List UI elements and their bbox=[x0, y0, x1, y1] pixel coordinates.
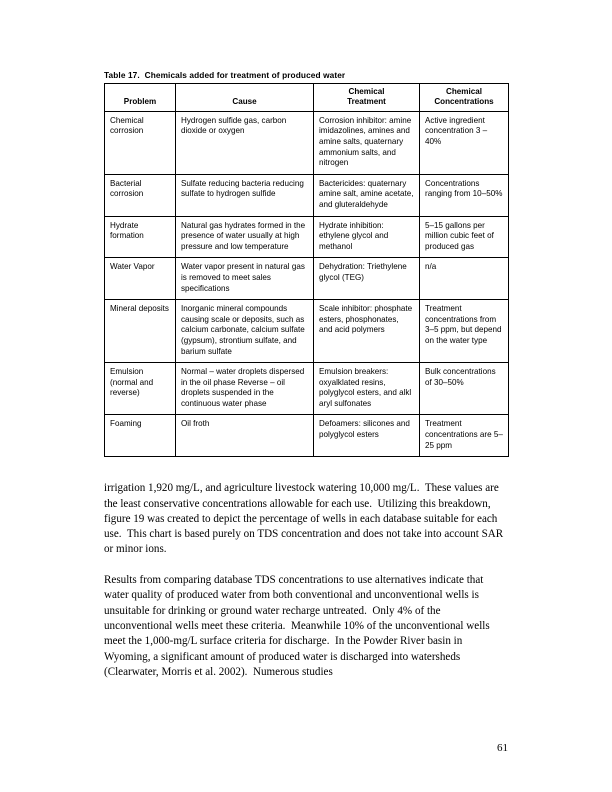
cell-problem: Chemical corrosion bbox=[105, 111, 176, 174]
table-header bbox=[105, 84, 509, 112]
cell-cause: Inorganic mineral compounds causing scale or deposits, such as calcium carbonate, calcium sulfate (gypsum), strontium sulfate, and barium sulfate bbox=[176, 300, 314, 363]
column-header-problem bbox=[105, 84, 176, 112]
table-row bbox=[105, 363, 509, 415]
table-row bbox=[105, 258, 509, 300]
column-header-chemical-treatment bbox=[314, 84, 420, 112]
cell-treatment: Dehydration: Triethylene glycol (TEG) bbox=[314, 258, 420, 300]
cell-concentration: Treatment concentrations are 5–25 ppm bbox=[420, 415, 509, 457]
cell-cause: Natural gas hydrates formed in the presence of water usually at high pressure and low temperature bbox=[176, 216, 314, 258]
column-header-chemical-concentrations bbox=[420, 84, 509, 112]
cell-concentration: Bulk concentrations of 30–50% bbox=[420, 363, 509, 415]
cell-cause: Hydrogen sulfide gas, carbon dioxide or oxygen bbox=[176, 111, 314, 174]
cell-problem: Emulsion (normal and reverse) bbox=[105, 363, 176, 415]
column-header-concentrations-line-2: Concentrations bbox=[434, 97, 494, 107]
cell-treatment: Scale inhibitor: phosphate esters, phosphonates, and acid polymers bbox=[314, 300, 420, 363]
cell-concentration: Active ingredient concentration 3 –40% bbox=[420, 111, 509, 174]
cell-problem: Hydrate formation bbox=[105, 216, 176, 258]
table-row bbox=[105, 415, 509, 457]
body-paragraph-2: Results from comparing database TDS concentrations to use alternatives indicate that water quality of produced water from both conventional and unconventional wells is unsuitable for drinking or ground water recharge untreated. Only 4% of the unconventional wells meet these criteria. Meanwhile 10% of the unconventional wells meet the 1,000-mg/L surface criteria for discharge. In the Powder River basin in Wyoming, a significant amount of produced water is discharged into watersheds (Clearwater, Morris et al. 2002). Numerous studies bbox=[104, 574, 493, 678]
cell-concentration: 5–15 gallons per million cubic feet of produced gas bbox=[420, 216, 509, 258]
cell-cause: Water vapor present in natural gas is removed to meet sales specifications bbox=[176, 258, 314, 300]
column-header-cause bbox=[176, 84, 314, 112]
cell-problem: Foaming bbox=[105, 415, 176, 457]
table-row bbox=[105, 174, 509, 216]
table-body-spacer bbox=[104, 457, 508, 481]
column-header-cause-label: Cause bbox=[232, 97, 257, 107]
cell-treatment: Corrosion inhibitor: amine imidazolines, amines and amine salts, quaternary ammonium salts, and nitrogen bbox=[314, 111, 420, 174]
page-content bbox=[104, 70, 508, 680]
cell-concentration: Treatment concentrations from 3–5 ppm, but depend on the water type bbox=[420, 300, 509, 363]
cell-problem: Bacterial corrosion bbox=[105, 174, 176, 216]
page-number: 61 bbox=[497, 742, 508, 754]
column-header-concentrations-line-1: Chemical bbox=[446, 87, 482, 96]
paragraph-spacer bbox=[104, 558, 508, 573]
cell-cause: Oil froth bbox=[176, 415, 314, 457]
cell-problem: Water Vapor bbox=[105, 258, 176, 300]
cell-treatment: Hydrate inhibition: ethylene glycol and methanol bbox=[314, 216, 420, 258]
cell-treatment: Defoamers: silicones and polyglycol esters bbox=[314, 415, 420, 457]
cell-cause: Sulfate reducing bacteria reducing sulfate to hydrogen sulfide bbox=[176, 174, 314, 216]
column-header-treatment-line-2: Treatment bbox=[347, 97, 386, 107]
table-body bbox=[105, 111, 509, 456]
table-row bbox=[105, 111, 509, 174]
table-row bbox=[105, 216, 509, 258]
cell-concentration: Concentrations ranging from 10–50% bbox=[420, 174, 509, 216]
cell-concentration: n/a bbox=[420, 258, 509, 300]
column-header-treatment-line-1: Chemical bbox=[348, 87, 385, 96]
cell-treatment: Emulsion breakers: oxyalklated resins, polyglycol esters, and alkl aryl sulfonates bbox=[314, 363, 420, 415]
column-header-problem-label: Problem bbox=[123, 97, 157, 107]
body-paragraph-1: irrigation 1,920 mg/L, and agriculture livestock watering 10,000 mg/L. These values are the least conservative concentrations allowable for each use. Utilizing this breakdown, figure 19 was created to depict the percentage of wells in each database suitable for each use. This chart is based purely on TDS concentration and does not take into account SAR or minor ions. bbox=[104, 482, 506, 556]
table-header-row bbox=[105, 84, 509, 112]
cell-problem: Mineral deposits bbox=[105, 300, 176, 363]
table-row bbox=[105, 300, 509, 363]
cell-cause: Normal – water droplets dispersed in the oil phase Reverse – oil droplets suspended in the continuous water phase bbox=[176, 363, 314, 415]
chemicals-table bbox=[104, 83, 509, 457]
cell-treatment: Bactericides: quaternary amine salt, amine acetate, and gluteraldehyde bbox=[314, 174, 420, 216]
table-caption: Table 17. Chemicals added for treatment of produced water bbox=[104, 70, 346, 80]
